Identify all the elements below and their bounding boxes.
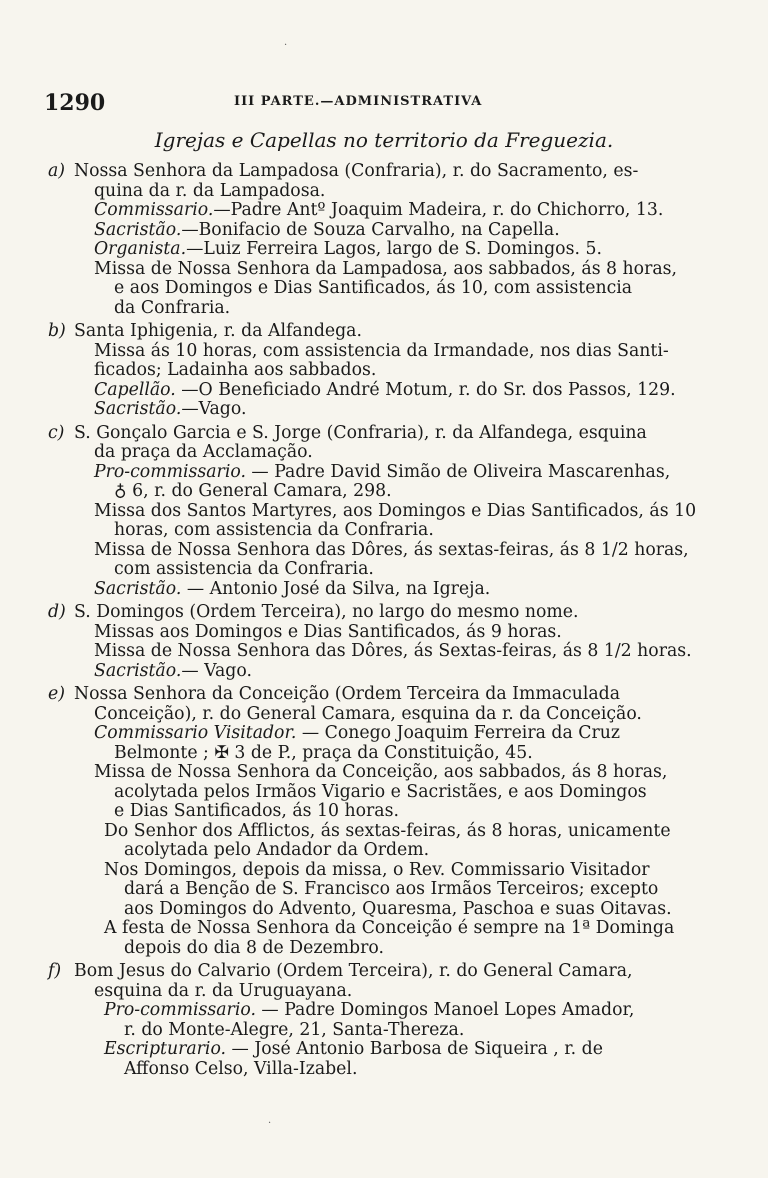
entries-list [48, 161, 704, 1083]
role-text: Affonso Celso, Villa-Izabel. [124, 1058, 358, 1079]
mass-line: e Dias Santificados, ás 10 horas. [114, 801, 399, 821]
entry-marker: a) [48, 161, 66, 181]
entry-heading: quina da r. da Lampadosa. [94, 180, 326, 201]
mass-line: Missa de Nossa Senhora da Conceição, aos sabbados, ás 8 horas, [94, 762, 668, 782]
role-label: Escripturario. [104, 1039, 227, 1059]
role-label: Sacristão. [94, 219, 182, 240]
entry-heading: Conceição), r. do General Camara, esquina da r. da Conceição. [94, 703, 642, 724]
mass-line: Missa de Nossa Senhora das Dôres, ás Sextas-feiras, ás 8 1/2 horas. [94, 641, 692, 661]
role-text: ♁ 6, r. do General Camara, 298. [114, 481, 392, 501]
entry-marker: d) [48, 602, 66, 622]
role-label: Sacristão. [94, 660, 182, 681]
role-text: —Luiz Ferreira Lagos, largo de S. Domingos. 5. [186, 239, 602, 259]
entry-heading: S. Gonçalo Garcia e S. Jorge (Confraria), r. da Alfandega, esquina [74, 422, 647, 443]
mass-line: acolytada pelos Irmãos Vigario e Sacristães, e aos Domingos [114, 781, 647, 802]
entry-heading: esquina da r. da Uruguayana. [94, 980, 353, 1001]
entry-a [48, 161, 704, 318]
mass-line: A festa de Nossa Senhora da Conceição é sempre na 1ª Dominga [104, 918, 675, 938]
page-number: 1290 [44, 90, 106, 116]
page-header [44, 90, 734, 120]
role-text: — Padre David Simão de Oliveira Mascarenhas, [245, 461, 671, 482]
entry-heading: Nossa Senhora da Conceição (Ordem Terceira da Immaculada [74, 684, 621, 704]
entry-marker: e) [48, 684, 65, 704]
entry-marker: f) [48, 961, 62, 981]
mass-line: depois do dia 8 de Dezembro. [124, 937, 384, 958]
role-label: Pro-commissario. [104, 1000, 256, 1020]
role-text: — Conego Joaquim Ferreira da Cruz [296, 723, 620, 743]
mass-line: Do Senhor dos Afflictos, ás sextas-feiras, ás 8 horas, unicamente [104, 820, 671, 841]
mass-line: Missas aos Domingos e Dias Santificados, ás 9 horas. [94, 621, 562, 642]
print-speck: · [268, 1118, 272, 1129]
entry-marker: c) [48, 422, 65, 443]
role-text: — José Antonio Barbosa de Siqueira , r. de [226, 1039, 603, 1059]
mass-line: Missa de Nossa Senhora das Dôres, ás sextas-feiras, ás 8 1/2 horas, [94, 539, 689, 560]
role-label: Sacristão. [94, 578, 182, 599]
running-title: III PARTE.—ADMINISTRATIVA [234, 94, 483, 109]
mass-line: aos Domingos do Advento, Quaresma, Paschoa e suas Oitavas. [124, 898, 672, 919]
entry-b [48, 321, 704, 420]
entry-marker: b) [48, 321, 66, 341]
entry-heading: S. Domingos (Ordem Terceira), no largo do mesmo nome. [74, 602, 579, 622]
role-text: — Padre Domingos Manoel Lopes Amador, [255, 1000, 635, 1020]
role-text: —O Beneficiado André Motum, r. do Sr. dos Passos, 129. [175, 379, 676, 400]
role-text: —Padre Antº Joaquim Madeira, r. do Chichorro, 13. [213, 200, 664, 220]
print-speck: · [284, 40, 288, 51]
mass-line: Missa dos Santos Martyres, aos Domingos e Dias Santificados, ás 10 [94, 500, 697, 521]
mass-line: ficados; Ladainha aos sabbados. [94, 360, 377, 380]
role-label: Sacristão. [94, 399, 182, 419]
role-text: —Bonifacio de Souza Carvalho, na Capella. [181, 219, 560, 240]
entry-e [48, 684, 704, 958]
role-text: r. do Monte-Alegre, 21, Santa-Thereza. [124, 1019, 465, 1040]
entry-heading: Santa Iphigenia, r. da Alfandega. [74, 321, 362, 341]
mass-line: acolytada pelo Andador da Ordem. [124, 840, 430, 860]
role-text: Belmonte ; ✠ 3 de P., praça da Constituição, 45. [114, 742, 533, 763]
entry-c [48, 422, 704, 600]
role-text: — Antonio José da Silva, na Igreja. [181, 578, 491, 599]
mass-line: Missa ás 10 horas, com assistencia da Irmandade, nos dias Santi- [94, 340, 669, 361]
mass-line: Nos Domingos, depois da missa, o Rev. Commissario Visitador [104, 859, 650, 880]
section-title: Igrejas e Capellas no territorio da Freguezia. [154, 128, 614, 152]
mass-line: Missa de Nossa Senhora da Lampadosa, aos sabbados, ás 8 horas, [94, 258, 677, 279]
role-text: —Vago. [181, 399, 247, 419]
mass-line: e aos Domingos e Dias Santificados, ás 10, com assistencia [114, 278, 633, 298]
mass-line: horas, com assistencia da Confraria. [114, 520, 434, 540]
entry-heading: Bom Jesus do Calvario (Ordem Terceira), r. do General Camara, [74, 961, 633, 981]
role-label: Pro-commissario. [94, 461, 246, 482]
mass-line: da Confraria. [114, 297, 231, 318]
role-label: Organista. [94, 239, 187, 259]
entry-heading: da praça da Acclamação. [94, 442, 313, 462]
entry-heading: Nossa Senhora da Lampadosa (Confraria), r. do Sacramento, es- [74, 161, 639, 181]
role-label: Commissario. [94, 200, 214, 220]
entry-f [48, 961, 704, 1079]
entry-d [48, 602, 704, 681]
mass-line: com assistencia da Confraria. [114, 559, 374, 579]
role-label: Commissario Visitador. [94, 723, 297, 743]
mass-line: dará a Benção de S. Francisco aos Irmãos Terceiros; excepto [124, 879, 659, 899]
role-label: Capellão. [94, 379, 176, 400]
role-text: — Vago. [181, 660, 252, 681]
